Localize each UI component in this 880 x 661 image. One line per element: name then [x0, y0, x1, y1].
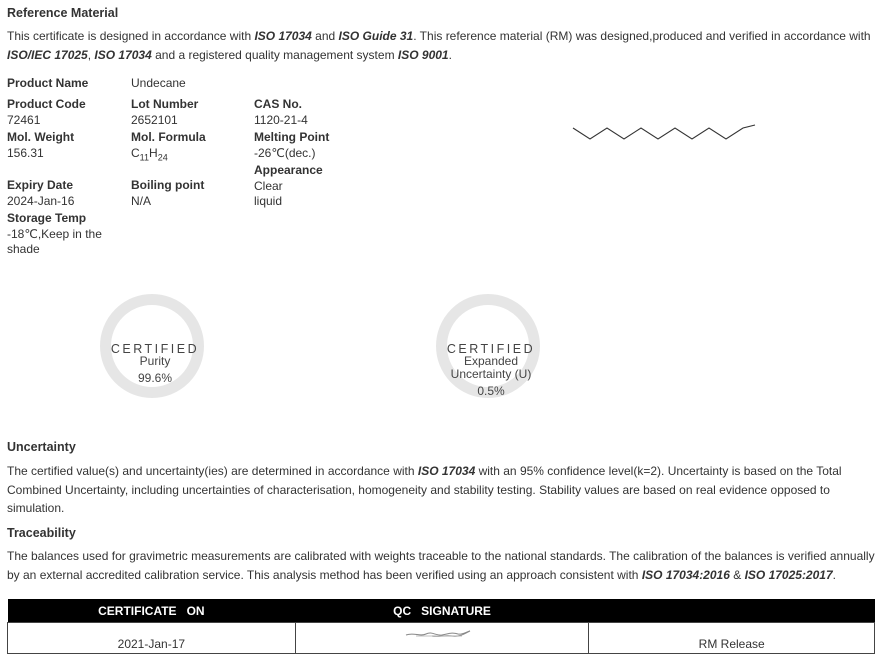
signature-cell [295, 623, 589, 654]
traceability-text: The balances used for gravimetric measurements are calibrated with weights traceable to the national standards. The calibration of the balances is verified annually by an external accredited calibration service. This analysis method has been verified using an approach consistent with ISO 17034:2016 & ISO 17025:2017. [7, 549, 875, 582]
mol-weight-label: Mol. Weight [7, 130, 75, 144]
product-code-label: Product Code [7, 97, 86, 111]
certificate-date: 2021-Jan-17 [117, 637, 186, 651]
product-code-value: 72461 [7, 113, 41, 127]
product-name-label: Product Name [7, 76, 89, 90]
certified-heading: CERTIFIED [446, 342, 536, 356]
signature-table [7, 599, 875, 654]
uncertainty-text: The certified value(s) and uncertainty(ies) are determined in accordance with ISO 17034 with an 95% confidence level(k=2). Uncertainty is based on the Total Combined Uncertainty, including uncertainties of characterisation, homogeneity and stability testing. Stability values are based on real evidence opposed to simulation. [7, 464, 842, 515]
purity-value: 99.6% [137, 371, 173, 385]
melting-point-value: -26℃(dec.) [254, 146, 316, 160]
reference-material-heading: Reference Material [7, 6, 119, 20]
signature-stroke [406, 631, 470, 636]
carbon-chain [573, 125, 755, 139]
cas-number-label: CAS No. [254, 97, 302, 111]
molecular-structure-image [570, 122, 760, 144]
expiry-date-label: Expiry Date [7, 178, 74, 192]
reference-material-text: This certificate is designed in accordance with ISO 17034 and ISO Guide 31. This reference material (RM) was designed,produced and verified in accordance with ISO/IEC 17025, ISO 17034 and a registered quality management system ISO 9001. [7, 29, 871, 62]
appearance-value-line1: Clear [254, 179, 283, 193]
lot-number-value: 2652101 [131, 113, 178, 127]
product-name-value: Undecane [131, 76, 186, 90]
certified-heading: CERTIFIED [110, 342, 200, 356]
release-cell [589, 623, 875, 654]
signature-image [402, 626, 482, 642]
signature-table-row [8, 623, 875, 654]
boiling-point-value: N/A [131, 194, 152, 208]
qc-signature-header: QC SIGNATURE [295, 599, 589, 623]
storage-temp-value-line1: -18℃,Keep in the [7, 227, 102, 241]
uncertainty-value: 0.5% [477, 384, 505, 398]
certified-purity-card [80, 294, 230, 414]
signature-table-header [8, 599, 875, 623]
storage-temp-value-line2: shade [7, 242, 40, 256]
expiry-date-value: 2024-Jan-16 [7, 194, 75, 208]
certified-uncertainty-card [416, 294, 566, 414]
mol-weight-value: 156.31 [7, 146, 44, 160]
rm-release-label: RM Release [698, 637, 765, 651]
boiling-point-label: Boiling point [131, 178, 205, 192]
mol-formula-value: $C_{11}H_{24}$ [131, 146, 168, 163]
purity-label: Purity [139, 354, 171, 368]
certificate-on-header: CERTIFICATE ON [8, 599, 296, 623]
blank-header [589, 599, 875, 623]
uncertainty-heading: Uncertainty [7, 440, 76, 454]
lot-number-label: Lot Number [131, 97, 199, 111]
storage-temp-label: Storage Temp [7, 211, 87, 225]
traceability-heading: Traceability [7, 526, 76, 540]
cas-number-value: 1120-21-4 [254, 113, 308, 127]
certificate-date-cell [8, 623, 296, 654]
uncertainty-label-line2: Uncertainty (U) [450, 367, 532, 381]
melting-point-label: Melting Point [254, 130, 330, 144]
appearance-value-line2: liquid [254, 194, 283, 208]
appearance-label: Appearance [254, 163, 323, 177]
mol-formula-label: Mol. Formula [131, 130, 206, 144]
uncertainty-label-line1: Expanded [463, 354, 519, 368]
